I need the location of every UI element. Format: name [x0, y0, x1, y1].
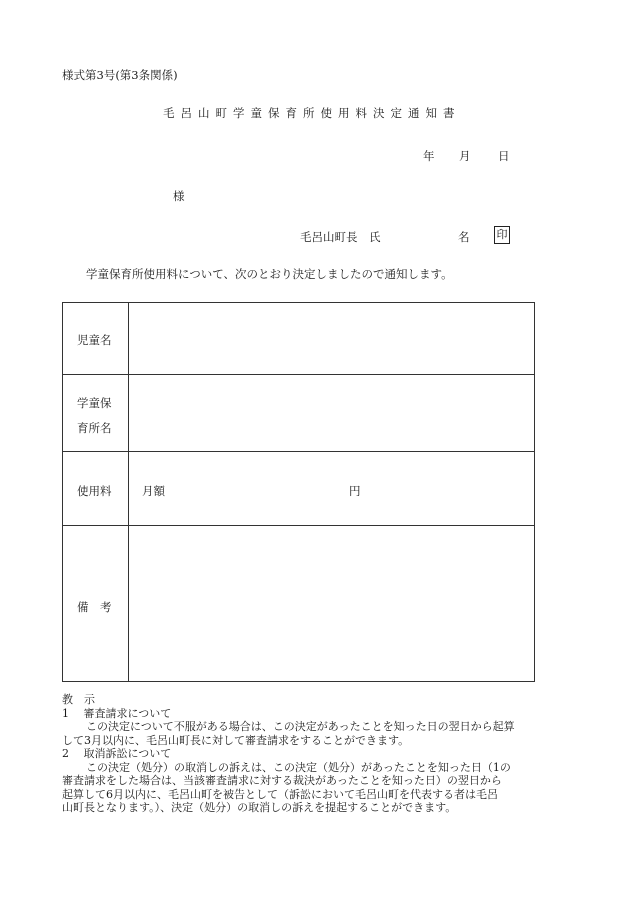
fee-row: [63, 452, 534, 526]
item2-line2: 審査請求をした場合は、当該審査請求に対する裁決があったことを知った日）の翌日から: [62, 774, 502, 787]
child-name-row: [63, 303, 534, 375]
seal-box: 印: [494, 226, 510, 244]
issuer-title: 毛呂山町長 氏: [300, 230, 381, 244]
facility-label-line2: 育所名: [77, 421, 112, 435]
date-day-label: 日: [498, 149, 510, 163]
addressee-suffix: 様: [173, 189, 185, 203]
facility-row: [63, 375, 534, 452]
item1-title: 1 審査請求について: [62, 706, 172, 720]
instructions-section: [62, 693, 572, 815]
date-month-label: 月: [459, 149, 471, 163]
facility-label-cell: [63, 375, 129, 451]
item2-line4: 山町長となります。）、決定（処分）の取消しの訴えを提起することができます。: [62, 801, 457, 814]
date-year-label: 年: [423, 149, 435, 163]
child-name-label: 児童名: [77, 333, 112, 347]
facility-label-line1: 学童保: [77, 396, 112, 410]
decision-table: [62, 302, 535, 682]
remarks-label: 備 考: [77, 600, 112, 614]
item2-line1: この決定（処分）の取消しの訴えは、この決定（処分）があったことを知った日（1の: [86, 760, 511, 774]
intro-text: 学童保育所使用料について、次のとおり決定しましたので通知します。: [86, 267, 453, 281]
remarks-label-cell: [63, 526, 129, 681]
fee-label: 使用料: [77, 484, 112, 498]
fee-monthly-label: 月額: [142, 484, 165, 498]
item1-line2: して3月以内に、毛呂山町長に対して審査請求をすることができます。: [62, 733, 410, 747]
remarks-row: [63, 526, 534, 681]
fee-label-cell: [63, 452, 129, 525]
issuer-name-label: 名: [458, 230, 470, 244]
fee-unit: 円: [349, 484, 361, 498]
instructions-heading: 教 示: [62, 693, 95, 706]
item1-line1: この決定について不服がある場合は、この決定があったことを知った日の翌日から起算: [86, 720, 515, 733]
item2-line3: 起算して6月以内に、毛呂山町を被告として（訴訟において毛呂山町を代表する者は毛呂: [62, 787, 498, 801]
form-number: 様式第3号(第3条関係): [62, 68, 178, 82]
document-title: 毛呂山町学童保育所使用料決定通知書: [163, 106, 461, 120]
item2-title: 2 取消訴訟について: [62, 747, 172, 760]
child-name-label-cell: [63, 303, 129, 374]
